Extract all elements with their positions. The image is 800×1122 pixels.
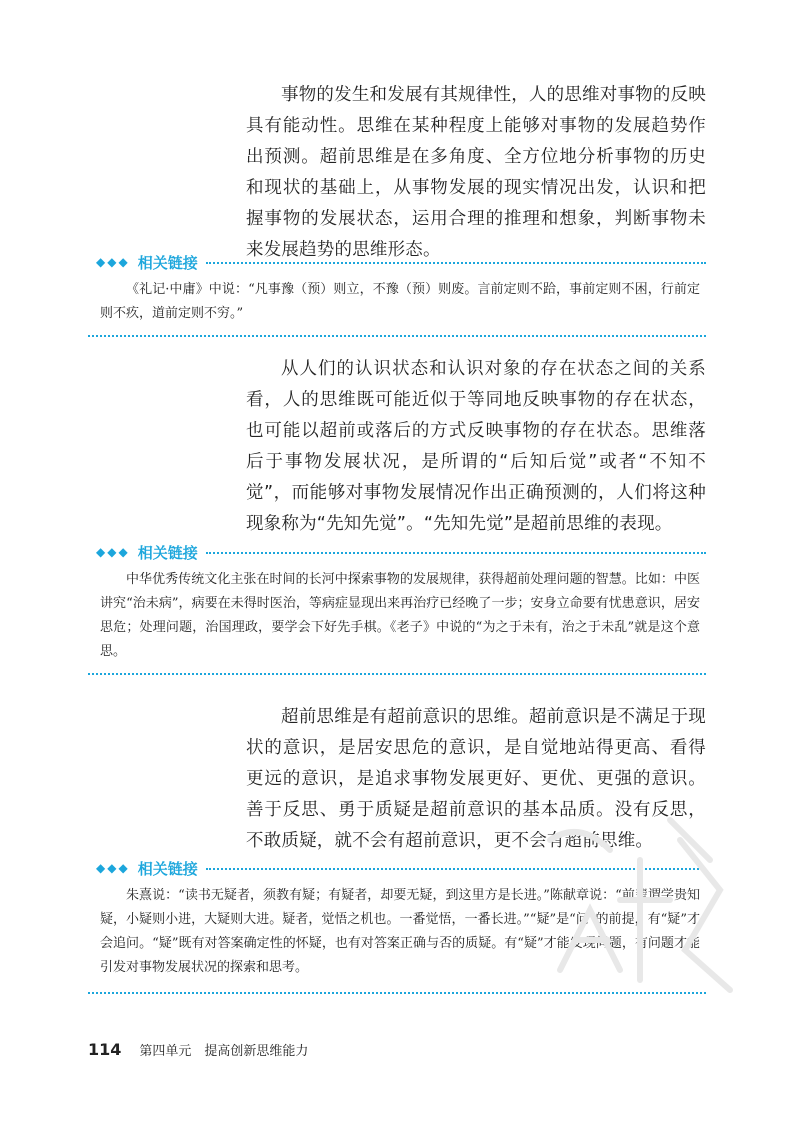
body-paragraph-1: 事物的发生和发展有其规律性，人的思维对事物的反映具有能动性。思维在某种程度上能够对事物的发展趋势作出预测。超前思维是在多角度、全方位地分析事物的历史和现状的基础上，从事物发展的现实情况出发，认识和把握事物的发展状态，运用合理的推理和想象，判断事物未来发展趋势的思维形态。	[246, 85, 706, 260]
related-link-title: 相关链接	[137, 859, 198, 878]
body-paragraph-3: 超前思维是有超前意识的思维。超前意识是不满足于现状的意识，是居安思危的意识，是自觉地站得更高、看得更远的意识，是追求事物发展更好、更优、更强的意识。善于反思、勇于质疑是超前意识的基本品质。没有反思，不敢质疑，就不会有超前意识，更不会有超前思维。	[246, 707, 706, 851]
diamond-bullets-icon: ◆◆◆	[96, 545, 130, 559]
related-link-text-3: 朱熹说：“读书无疑者，须教有疑；有疑者，却要无疑，到这里方是长进。”陈献章说：“前辈谓学贵知疑，小疑则小进，大疑则大进。疑者，觉悟之机也。一番觉悟，一番长进。”“疑”是“问”的前提，有“疑”才会追问。“疑”既有对答案确定性的怀疑，也有对答案正确与否的质疑。有“疑”才能发现问题，有问题才能引发对事物发展状况的探索和思考。	[100, 888, 700, 975]
diamond-bullets-icon: ◆◆◆	[96, 861, 130, 875]
page-number: 114	[88, 1040, 122, 1059]
page-footer	[88, 1040, 308, 1059]
related-link-text-1: 《礼记·中庸》中说：“凡事豫（预）则立，不豫（预）则废。言前定则不跲，事前定则不困，行前定则不疚，道前定则不穷。”	[100, 282, 700, 321]
dotted-divider	[206, 552, 706, 554]
related-link-title: 相关链接	[137, 543, 198, 562]
section-separator	[88, 335, 706, 337]
seal-watermark-icon	[520, 800, 760, 1000]
unit-title: 第四单元 提高创新思维能力	[139, 1044, 309, 1059]
section-separator	[88, 673, 706, 675]
diamond-bullets-icon: ◆◆◆	[96, 255, 130, 269]
related-link-header-2	[96, 542, 706, 562]
related-link-text-2: 中华优秀传统文化主张在时间的长河中探索事物的发展规律，获得超前处理问题的智慧。比如：中医讲究“治未病”，病要在未得时医治，等病症显现出来再治疗已经晚了一步；安身立命要有忧患意识，居安思危；处理问题，治国理政，要学会下好先手棋。《老子》中说的“为之于未有，治之于未乱”就是这个意思。	[100, 572, 700, 659]
related-link-title: 相关链接	[137, 253, 198, 272]
body-paragraph-2: 从人们的认识状态和认识对象的存在状态之间的关系看，人的思维既可能近似于等同地反映事物的存在状态，也可能以超前或落后的方式反映事物的存在状态。思维落后于事物发展状况，是所谓的“后知后觉”或者“不知不觉”，而能够对事物发展情况作出正确预测的，人们将这种现象称为“先知先觉”。“先知先觉”是超前思维的表现。	[246, 359, 706, 534]
dotted-divider	[206, 262, 706, 264]
related-link-header-1	[96, 252, 706, 272]
